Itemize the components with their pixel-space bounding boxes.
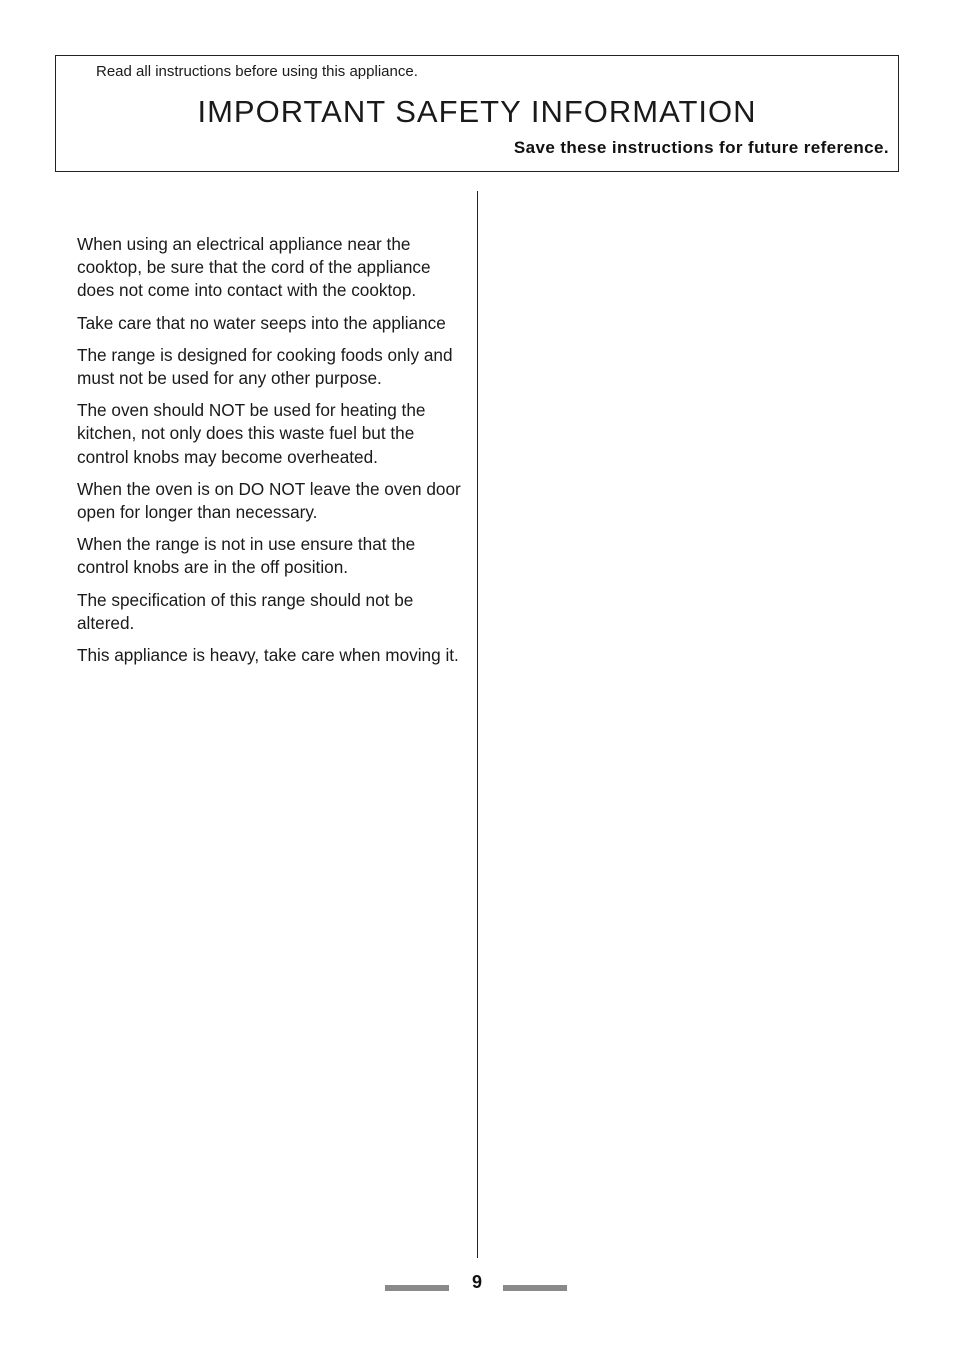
read-instructions-note: Read all instructions before using this appliance.: [96, 63, 418, 80]
safety-paragraph-cord: When using an electrical appliance near the cooktop, be sure that the cord of the appliance does not come into contact with the cooktop.: [77, 234, 431, 301]
save-instructions-notice: Save these instructions for future reference.: [513, 138, 889, 157]
page-number: 9: [471, 1272, 482, 1292]
safety-paragraph-water: Take care that no water seeps into the appliance: [77, 312, 446, 333]
safety-text-column: [77, 233, 469, 676]
safety-paragraph-heating: The oven should NOT be used for heating the kitchen, not only does this waste fuel but the control knobs may become overheated.: [77, 400, 426, 467]
page-title: IMPORTANT SAFETY INFORMATION: [197, 94, 757, 129]
safety-paragraph-specification: The specification of this range should not be altered.: [77, 589, 414, 633]
safety-paragraph-heavy: This appliance is heavy, take care when moving it.: [77, 645, 459, 666]
safety-paragraph-knobs: When the range is not in use ensure that the control knobs are in the off position.: [77, 534, 416, 578]
footer-bar-left: [385, 1285, 449, 1291]
footer-bar-right: [503, 1285, 567, 1291]
safety-paragraph-door: When the oven is on DO NOT leave the oven door open for longer than necessary.: [77, 478, 461, 523]
column-divider: [477, 191, 478, 1258]
safety-paragraph-purpose: The range is designed for cooking foods only and must not be used for any other purpose.: [77, 344, 453, 389]
page-footer: [0, 1272, 954, 1302]
safety-header-box: [55, 55, 899, 172]
